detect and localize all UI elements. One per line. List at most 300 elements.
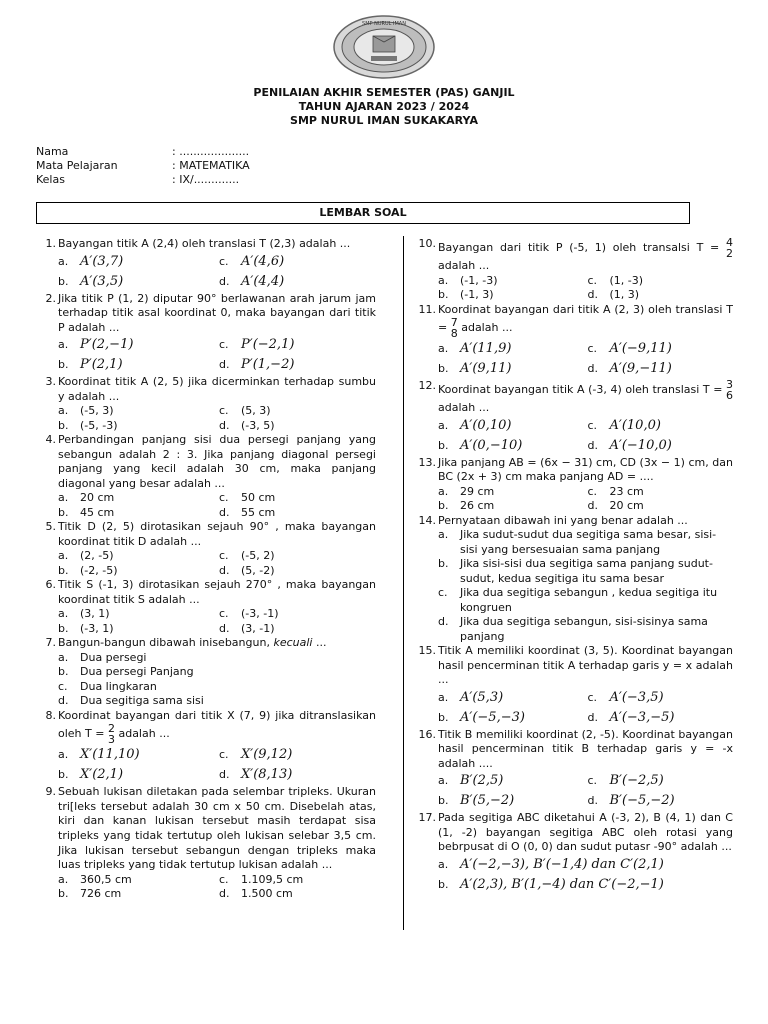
answer-option[interactable] — [58, 491, 215, 506]
question-text — [58, 520, 376, 549]
question-text — [58, 292, 376, 336]
question-text — [58, 785, 376, 872]
option-value: (-5, -3) — [80, 418, 118, 432]
column-divider — [403, 236, 404, 930]
answer-option[interactable] — [58, 680, 376, 695]
answer-option[interactable] — [438, 436, 584, 456]
identity-label: Nama — [36, 145, 69, 158]
question-text-main: Bangun-bangun dibawah inisebangun, — [58, 636, 270, 650]
translation-vector — [108, 723, 115, 745]
vector-bottom: 8 — [450, 327, 458, 341]
question-10 — [416, 237, 733, 274]
option-value: Jika dua segitiga sebangun , kedua segitiga itu kongruen — [460, 586, 718, 614]
option-letter: d. — [219, 621, 230, 635]
question-number: 12. — [418, 379, 436, 393]
exam-header — [0, 86, 768, 128]
answer-option[interactable] — [588, 771, 734, 791]
answer-options — [36, 745, 376, 785]
question-text-main: Bayangan titik A (2,4) oleh translasi T (2,3) adalah ... — [58, 237, 351, 250]
option-value: 20 cm — [80, 491, 115, 505]
question-text — [438, 379, 733, 416]
identity-row-class — [36, 173, 250, 187]
option-value: P′(2,1) — [80, 357, 123, 373]
question-17 — [416, 811, 733, 855]
option-letter: c. — [587, 774, 598, 788]
answer-option[interactable] — [438, 586, 733, 615]
option-value: X′(8,13) — [241, 767, 293, 783]
option-letter: a. — [58, 549, 69, 563]
answer-option[interactable] — [438, 875, 733, 895]
answer-option[interactable] — [219, 491, 376, 506]
option-value: (2, -5) — [80, 549, 114, 563]
option-value: 45 cm — [80, 505, 115, 519]
option-letter: b. — [58, 887, 69, 901]
option-letter: b. — [58, 358, 69, 372]
answer-option[interactable] — [219, 252, 376, 272]
option-value: (-5, 2) — [241, 549, 275, 563]
option-letter: d. — [58, 694, 69, 708]
option-value: (3, -1) — [241, 621, 275, 635]
option-value: Jika dua segitiga sebangun, sisi-sisinya sama panjang — [460, 615, 708, 643]
answer-option[interactable] — [219, 765, 376, 785]
question-4 — [36, 433, 376, 491]
answer-option[interactable] — [588, 688, 734, 708]
question-text-tail: adalah ... — [118, 727, 170, 741]
answer-option[interactable] — [58, 419, 215, 434]
option-letter: a. — [58, 254, 69, 268]
question-text — [438, 303, 733, 340]
identity-value: : .................... — [172, 145, 250, 158]
option-letter: d. — [219, 358, 230, 372]
answer-option[interactable] — [58, 665, 376, 680]
answer-option[interactable] — [438, 485, 584, 500]
option-letter: c. — [587, 690, 598, 704]
answer-option[interactable] — [219, 335, 376, 355]
question-text-main: Koordinat bayangan titik A (-3, 4) oleh translasi T = — [438, 383, 723, 397]
answer-option[interactable] — [438, 416, 584, 436]
option-letter: a. — [58, 491, 69, 505]
question-text-main: Bayangan dari titik P (-5, 1) oleh transalsi T = — [438, 241, 720, 254]
answer-option[interactable] — [588, 339, 734, 359]
question-3 — [36, 375, 376, 404]
option-letter: a. — [438, 528, 449, 542]
question-text-main: Koordinat bayangan dari titik X (7, 9) jika ditranslasikan oleh T = — [58, 708, 376, 741]
identity-label: Kelas — [36, 173, 65, 186]
option-letter: c. — [587, 273, 598, 287]
option-letter: c. — [219, 607, 229, 621]
answer-option[interactable] — [58, 272, 215, 292]
answer-options — [416, 855, 733, 895]
question-14 — [416, 514, 733, 529]
question-number: 15. — [418, 644, 436, 658]
answer-option[interactable] — [58, 873, 215, 888]
answer-option[interactable] — [438, 615, 733, 644]
answer-options — [416, 339, 733, 379]
vector-bottom: 3 — [107, 733, 115, 747]
answer-option[interactable] — [588, 359, 734, 379]
question-13 — [416, 456, 733, 485]
answer-option[interactable] — [438, 499, 584, 514]
option-value: A′(3,5) — [80, 273, 124, 289]
answer-option[interactable] — [58, 549, 215, 564]
question-number: 9. — [45, 785, 56, 799]
answer-option[interactable] — [58, 887, 215, 902]
option-letter: b. — [58, 563, 69, 577]
option-value: (-1, -3) — [460, 273, 498, 287]
option-value: A′(4,6) — [241, 253, 285, 269]
answer-option[interactable] — [438, 557, 733, 586]
option-letter: c. — [587, 418, 598, 432]
option-value: (-3, -1) — [241, 607, 279, 621]
answer-option[interactable] — [58, 694, 376, 709]
identity-label: Mata Pelajaran — [36, 159, 118, 172]
answer-options — [36, 607, 376, 636]
option-value: A′(3,7) — [80, 253, 124, 269]
option-letter: b. — [438, 877, 449, 891]
option-letter: d. — [219, 563, 230, 577]
translation-vector — [451, 317, 458, 339]
answer-option[interactable] — [58, 335, 215, 355]
option-value: (3, 1) — [80, 607, 110, 621]
option-value: B′(−2,5) — [609, 773, 664, 789]
option-value: B′(5,−2) — [460, 793, 515, 809]
answer-option[interactable] — [588, 436, 734, 456]
question-text-main: Pernyataan dibawah ini yang benar adalah ... — [438, 513, 688, 527]
question-9 — [36, 785, 376, 872]
option-letter: a. — [58, 338, 69, 352]
option-value: 1.109,5 cm — [241, 872, 304, 886]
question-text — [438, 456, 733, 485]
answer-option[interactable] — [58, 765, 215, 785]
answer-option[interactable] — [588, 485, 734, 500]
emblem-text: SMP NURUL IMAN — [362, 21, 406, 27]
answer-option[interactable] — [219, 355, 376, 375]
option-letter: b. — [58, 505, 69, 519]
option-letter: d. — [587, 499, 598, 513]
answer-option[interactable] — [588, 274, 734, 289]
option-letter: a. — [58, 607, 69, 621]
option-letter: a. — [58, 650, 69, 664]
question-number: 1. — [45, 237, 56, 250]
option-value: (-1, 3) — [460, 288, 494, 302]
question-8 — [36, 709, 376, 746]
option-value: A′(5,3) — [460, 689, 504, 705]
question-text-tail: adalah ... — [461, 321, 513, 335]
answer-option[interactable] — [58, 607, 215, 622]
option-letter: d. — [219, 887, 230, 901]
question-text-main: Perbandingan panjang sisi dua persegi panjang yang sebangun adalah 2 : 3. Jika panjang diagonal persegi panjang yang kecil adalah 30 cm, maka panjang diagonal yang besar adalah ... — [58, 433, 376, 490]
question-text — [58, 578, 376, 607]
question-number: 4. — [45, 433, 56, 447]
answer-option[interactable] — [588, 791, 734, 811]
translation-vector — [726, 237, 733, 259]
answer-option[interactable] — [438, 855, 733, 875]
answer-option[interactable] — [58, 355, 215, 375]
option-value: A′(9,11) — [460, 361, 512, 377]
option-value: A′(11,9) — [460, 341, 512, 357]
option-value: A′(2,3), B′(1,−4) dan C′(−2,−1) — [460, 876, 664, 892]
sheet-title: LEMBAR SOAL — [36, 202, 690, 224]
option-value: P′(1,−2) — [241, 357, 295, 373]
option-value: A′(−3,−5) — [609, 709, 675, 725]
answer-options — [416, 688, 733, 728]
header-line-2: TAHUN AJARAN 2023 / 2024 — [298, 100, 470, 113]
option-value: 20 cm — [609, 499, 644, 513]
option-value: (-3, 1) — [80, 621, 114, 635]
option-letter: b. — [58, 665, 69, 679]
option-value: A′(−9,11) — [609, 341, 672, 357]
answer-option[interactable] — [58, 745, 215, 765]
option-letter: d. — [587, 794, 598, 808]
option-value: P′(−2,1) — [241, 337, 295, 353]
vector-bottom: 2 — [726, 247, 734, 260]
identity-value: : MATEMATIKA — [172, 159, 250, 172]
option-value: (5, 3) — [241, 404, 271, 418]
answer-options — [416, 771, 733, 811]
answer-option[interactable] — [438, 288, 584, 303]
question-number: 11. — [418, 302, 436, 316]
answer-option[interactable] — [438, 771, 584, 791]
answer-option[interactable] — [438, 688, 584, 708]
question-number: 17. — [418, 811, 436, 825]
question-text — [438, 644, 733, 688]
identity-row-name — [36, 145, 250, 159]
option-value: Dua persegi — [80, 650, 147, 664]
option-value: A′(0,−10) — [460, 437, 523, 453]
question-text-main: Koordinat bayangan dari titik A (2, 3) oleh translasi T = — [438, 302, 733, 335]
answer-option[interactable] — [438, 339, 584, 359]
question-text-tail: ... — [315, 636, 327, 650]
answer-options — [416, 528, 733, 644]
option-letter: c. — [219, 491, 229, 505]
option-letter: c. — [587, 342, 598, 356]
answer-option[interactable] — [438, 274, 584, 289]
option-letter: d. — [587, 710, 598, 724]
option-value: 1.500 cm — [241, 887, 293, 901]
option-letter: b. — [58, 621, 69, 635]
answer-option[interactable] — [219, 272, 376, 292]
option-letter: c. — [219, 338, 229, 352]
option-letter: b. — [58, 768, 69, 782]
question-text — [438, 237, 733, 274]
option-value: (-3, 5) — [241, 418, 275, 432]
option-letter: a. — [58, 872, 69, 886]
question-2 — [36, 292, 376, 336]
answer-options — [36, 335, 376, 375]
question-text-main: Titik B memiliki koordinat (2, -5). Koordinat bayangan hasil pencerminan titik B terhadap garis y = -x adalah .... — [438, 727, 733, 770]
questions-right-column — [416, 237, 733, 895]
identity-row-subject — [36, 159, 250, 173]
translation-vector — [726, 379, 733, 401]
answer-options — [36, 549, 376, 578]
answer-options — [36, 651, 376, 709]
answer-option[interactable] — [438, 528, 733, 557]
option-value: A′(10,0) — [609, 417, 661, 433]
answer-option[interactable] — [219, 506, 376, 521]
option-letter: a. — [438, 484, 449, 498]
school-emblem-icon — [331, 14, 437, 80]
option-letter: a. — [438, 418, 449, 432]
answer-option[interactable] — [219, 404, 376, 419]
option-letter: a. — [58, 748, 69, 762]
answer-option[interactable] — [219, 607, 376, 622]
question-text — [58, 433, 376, 491]
answer-option[interactable] — [219, 419, 376, 434]
question-number: 10. — [418, 237, 436, 250]
answer-options — [416, 274, 733, 303]
option-value: A′(−2,−3), B′(−1,4) dan C′(2,1) — [460, 856, 664, 872]
option-value: Jika sisi-sisi dua segitiga sama panjang sudut-sudut, kedua segitiga itu sama besar — [460, 557, 713, 585]
option-value: 360,5 cm — [80, 872, 132, 886]
option-value: (1, 3) — [609, 288, 640, 302]
option-letter: a. — [438, 342, 449, 356]
question-number: 8. — [45, 708, 56, 722]
question-text-tail: adalah ... — [438, 259, 490, 272]
question-11 — [416, 303, 733, 340]
question-text-main: Jika panjang AB = (6x − 31) cm, CD (3x − 1) cm, dan BC (2x + 3) cm maka panjang AD = .... — [438, 455, 733, 484]
option-value: A′(−3,5) — [609, 689, 664, 705]
answer-option[interactable] — [58, 404, 215, 419]
question-5 — [36, 520, 376, 549]
option-value: B′(2,5) — [460, 773, 504, 789]
option-value: X′(9,12) — [241, 747, 293, 763]
questions-left-column — [36, 237, 376, 902]
question-text-main: Jika titik P (1, 2) diputar 90° berlawanan arah jarum jam terhadap titik asal koordinat 0, maka bayangan dari titik P adalah ... — [58, 291, 376, 334]
option-letter: b. — [438, 794, 449, 808]
question-text-tail: adalah ... — [438, 401, 490, 415]
option-value: 50 cm — [241, 491, 276, 505]
answer-option[interactable] — [219, 887, 376, 902]
answer-option[interactable] — [588, 288, 734, 303]
option-letter: d. — [219, 505, 230, 519]
question-text — [438, 728, 733, 772]
question-text — [58, 709, 376, 746]
option-letter: b. — [438, 499, 449, 513]
student-identity — [36, 145, 250, 187]
option-value: (-5, 3) — [80, 404, 114, 418]
option-letter: c. — [438, 586, 448, 600]
vector-top: 7 — [450, 316, 458, 330]
question-1 — [36, 237, 376, 252]
question-text — [438, 514, 733, 529]
answer-option[interactable] — [219, 549, 376, 564]
answer-option[interactable] — [219, 873, 376, 888]
option-value: A′(9,−11) — [609, 361, 672, 377]
option-letter: c. — [219, 254, 229, 268]
question-number: 14. — [418, 513, 436, 527]
question-number: 3. — [45, 375, 56, 389]
question-text-main: Koordinat titik A (2, 5) jika dicerminkan terhadap sumbu y adalah ... — [58, 375, 376, 403]
question-6 — [36, 578, 376, 607]
option-value: A′(4,4) — [241, 273, 285, 289]
option-letter: a. — [438, 857, 449, 871]
answer-option[interactable] — [588, 499, 734, 514]
question-text-emphasis: kecuali — [273, 636, 313, 650]
option-value: X′(2,1) — [80, 767, 124, 783]
option-value: 23 cm — [609, 484, 644, 498]
question-text — [58, 237, 376, 252]
question-12 — [416, 379, 733, 416]
question-text-main: Sebuah lukisan diletakan pada selembar tripleks. Ukuran tri[leks tersebut adalah 30 cm x 50 cm. Disebelah atas, kiri dan kanan lukisan tersebut masih terdapat sisa tripleks yang tidak tertutup oleh lukisan selebar 3,5 cm. Jika lukisan tersebut sebangun dengan tripleks maka luas tripleks yang tidak tertutup lukisan adalah ... — [58, 785, 376, 872]
option-letter: a. — [438, 690, 449, 704]
question-number: 6. — [45, 578, 56, 592]
question-15 — [416, 644, 733, 688]
option-value: 726 cm — [80, 887, 122, 901]
option-letter: c. — [219, 404, 229, 418]
option-value: A′(0,10) — [460, 417, 512, 433]
option-letter: b. — [58, 418, 69, 432]
option-value: 26 cm — [460, 499, 495, 513]
answer-option[interactable] — [438, 359, 584, 379]
question-number: 7. — [45, 636, 56, 650]
answer-options — [36, 252, 376, 292]
vector-bottom: 6 — [726, 389, 733, 403]
option-value: (-2, -5) — [80, 563, 118, 577]
answer-option[interactable] — [58, 252, 215, 272]
option-letter: d. — [219, 274, 230, 288]
option-letter: b. — [438, 710, 449, 724]
answer-option[interactable] — [219, 745, 376, 765]
option-value: P′(2,−1) — [80, 337, 134, 353]
option-value: X′(11,10) — [80, 747, 140, 763]
identity-value: : IX/............. — [172, 173, 240, 186]
option-value: (1, -3) — [609, 273, 644, 287]
question-number: 5. — [45, 520, 56, 534]
option-letter: b. — [438, 438, 449, 452]
option-letter: d. — [587, 362, 598, 376]
answer-option[interactable] — [58, 651, 376, 666]
answer-options — [416, 416, 733, 456]
option-letter: d. — [587, 288, 598, 302]
question-7 — [36, 636, 376, 651]
answer-option[interactable] — [438, 791, 584, 811]
header-line-3: SMP NURUL IMAN SUKAKARYA — [290, 114, 478, 127]
answer-option[interactable] — [438, 708, 584, 728]
answer-option[interactable] — [219, 564, 376, 579]
option-value: 55 cm — [241, 505, 276, 519]
option-letter: c. — [219, 872, 229, 886]
option-letter: a. — [58, 404, 69, 418]
question-number: 13. — [418, 455, 436, 469]
option-letter: d. — [219, 768, 230, 782]
answer-option[interactable] — [58, 622, 215, 637]
option-letter: b. — [438, 288, 449, 302]
option-letter: b. — [438, 362, 449, 376]
question-16 — [416, 728, 733, 772]
answer-option[interactable] — [58, 564, 215, 579]
option-value: Jika sudut-sudut dua segitiga sama besar, sisi-sisi yang bersesuaian sama panjang — [460, 528, 717, 556]
option-value: 29 cm — [460, 484, 495, 498]
option-value: (5, -2) — [241, 563, 275, 577]
answer-options — [36, 404, 376, 433]
answer-option[interactable] — [588, 416, 734, 436]
option-value: A′(−10,0) — [609, 437, 672, 453]
header-line-1: PENILAIAN AKHIR SEMESTER (PAS) GANJIL — [253, 86, 515, 99]
option-letter: b. — [58, 274, 69, 288]
option-letter: a. — [438, 774, 449, 788]
vector-top: 4 — [726, 236, 734, 249]
option-letter: d. — [587, 438, 598, 452]
question-number: 2. — [45, 291, 56, 305]
question-text — [438, 811, 733, 855]
option-value: A′(−5,−3) — [460, 709, 525, 725]
option-letter: c. — [58, 679, 68, 693]
answer-option[interactable] — [219, 622, 376, 637]
answer-option[interactable] — [588, 708, 734, 728]
option-value: Dua lingkaran — [80, 679, 157, 693]
answer-option[interactable] — [58, 506, 215, 521]
option-letter: c. — [219, 549, 229, 563]
